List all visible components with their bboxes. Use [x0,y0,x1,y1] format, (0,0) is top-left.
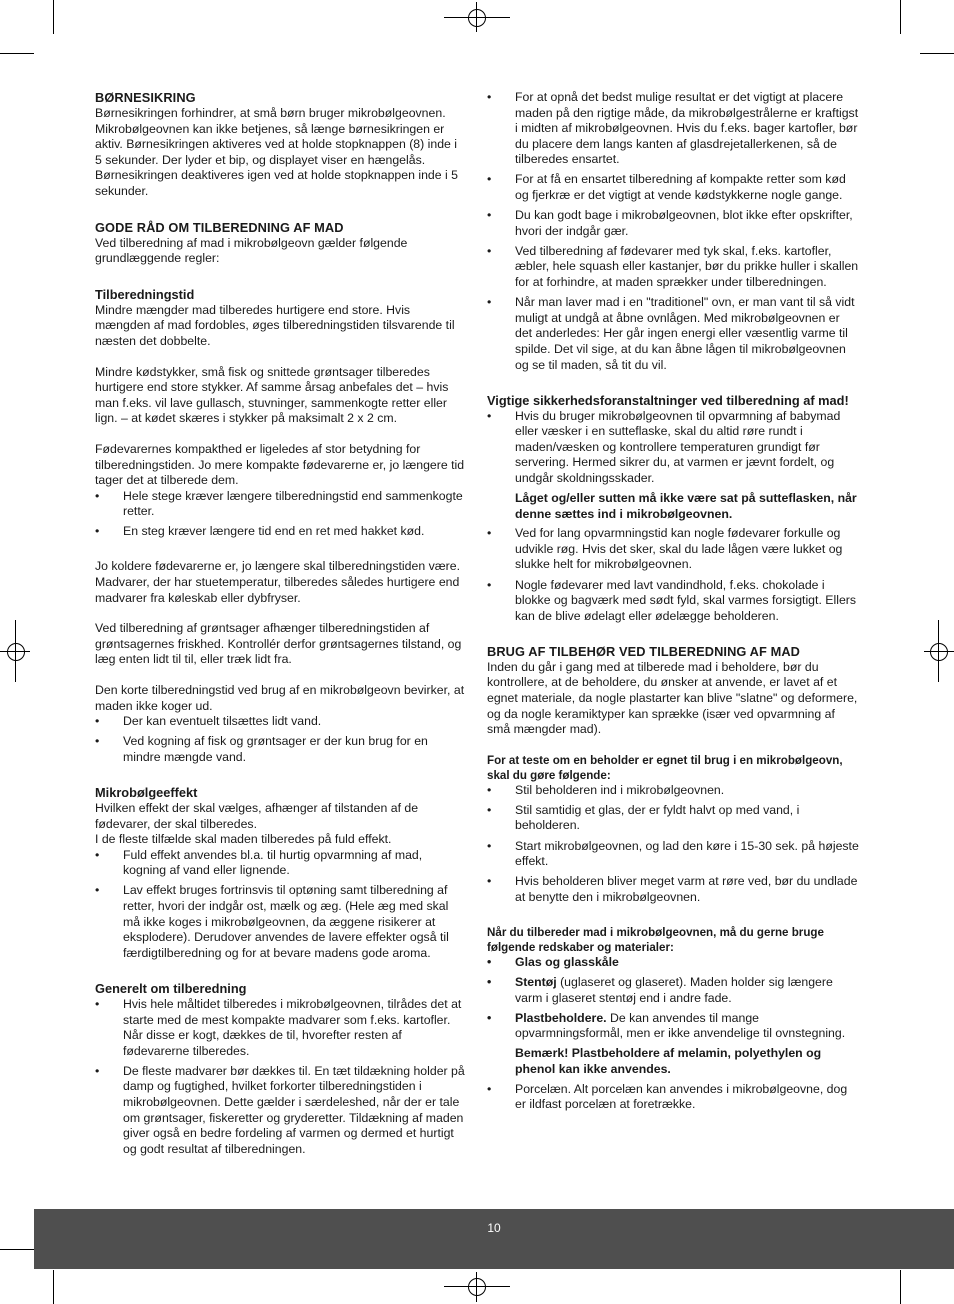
list-item: • En steg kræver længere tid end en ret med hakket kød. [95,524,425,539]
bullet-list [487,526,859,624]
bullet-list [95,714,467,765]
list-item: • Start mikrobølgeovnen, og lad den køre i 15-30 sek. på højeste effekt. [487,838,859,869]
paragraph: Fødevarernes kompakthed er ligeledes af stor betydning for tilberedningstiden. Jo mere kompakte fødevarerne er, jo længere tid tager det at tilberede dem. [95,441,465,488]
bullet-list [487,90,859,373]
bullet-list [487,783,859,906]
list-item: • Hvis hele måltidet tilberedes i mikrobølgeovnen, tilrådes det at starte med de mest kompakte madvarer som f.eks. kartofler. Når disse er kogt, dækkes de til, hvorefter resten af fødevarerne tilberedes. [95,996,462,1058]
bullet-list [487,1082,859,1113]
footer-bar [34,1209,954,1269]
section-title-gode-rad: GODE RÅD OM TILBEREDNING AF MAD [95,219,344,235]
paragraph: Mindre mængder mad tilberedes hurtigere end store. Hvis mængden af mad fordobles, øges tilberedningstiden tilsvarende til næsten det dobbelte. [95,302,455,348]
list-item: • Lav effekt bruges fortrinsvis til optøning samt tilberedning af retter, hvori der indgår ost, mælk og æg. (Hele æg med skal må ikke koges i mikrobølgeovnen, da æggene risikerer at eksplodere). Derudover anvendes de lavere effekter også til færdigtilberedning og for at bevare madens gode aroma. [95,883,449,960]
list-item: • For at få en ensartet tilberedning af kompakte retter som kød og fjerkræ er det vigtigt at vende kødstykkerne nogle gange. [487,172,846,203]
list-item: • Ved tilberedning af fødevarer med tyk skal, f.eks. kartofler, æbler, hele squash eller kastanjer, bør du prikke huller i skallen for at forhindre, at maden sprækker under tilberedningen. [487,243,859,290]
list-item: • Hvis beholderen bliver meget varm at røre ved, bør du undlade at benytte den i mikrobølgeovnen. [487,874,858,904]
crop-mark [53,1270,54,1304]
paragraph: Inden du går i gang med at tilberede mad i beholdere, bør du kontrollere, at de beholdere, du ønsker at anvende, er lavet af et egnet materiale, da nogle plastarter kan blive "slatne" og deformere, og da nogle keramiktyper kan sprække (især ved opvarmning af små mængder mad). [487,659,858,737]
subheading-test: For at teste om en beholder er egnet til brug i en mikrobølgeovn, skal du gøre følgende: [487,753,843,782]
list-item: • Stentøj (uglaseret og glaseret). Maden holder sig længere varm i glaseret stentøj end i andre fade. [487,975,833,1005]
bold-note: Låget og/eller sutten må ikke være sat på sutteflasken, når denne sættes ind i mikrobølgeovnen. [515,491,857,521]
registration-circle [7,643,25,661]
page-number: 10 [487,1221,501,1235]
list-item: • Nogle fødevarer med lavt vandindhold, f.eks. chokolade i blokke og bagværk med sødt fyld, skal varmes forsigtigt. Ellers kan de blive ødelagt eller ødelægge beholderen. [487,577,857,623]
list-item: • Stil beholderen ind i mikrobølgeovnen. [487,782,725,797]
list-item: • Der kan eventuelt tilsættes lidt vand. [95,714,322,729]
bullet-list [95,997,467,1157]
bullet-list [95,489,467,540]
registration-circle [468,9,486,27]
subsection-title-mikrobolgeeffekt: Mikrobølgeeffekt [95,785,198,800]
section-title-tilbehor: BRUG AF TILBEHØR VED TILBEREDNING AF MAD [487,643,801,659]
crop-mark [920,53,954,54]
bold-note: Bemærk! Plastbeholdere af melamin, polyethylen og phenol kan ikke anvendes. [515,1046,822,1076]
list-item: • Porcelæn. Alt porcelæn kan anvendes i mikrobølgeovne, dog er ildfast porcelæn at foretrække. [487,1081,848,1112]
paragraph: Jo koldere fødevarerne er, jo længere skal tilberedningstiden være. Madvarer, der har stuetemperatur, tilberedes således hurtigere end madvarer fra køleskab eller dybfryser. [95,559,461,605]
crop-mark [0,53,34,54]
right-column [487,90,859,1117]
list-item: • Når man laver mad i en "traditionel" ovn, er man vant til så vidt muligt at undgå at åbne ovnlågen. Med mikrobølgeovnen er det anderledes: Her går ingen energi eller væsentlig varme til spilde. Det vil sige, at du kan åbne lågen til mikrobølgeovnen og se til maden, så tit du vil. [487,295,855,372]
paragraph: Den korte tilberedningstid ved brug af en mikrobølgeovn bevirker, at maden ikke koger ud. [95,683,465,713]
crop-mark [0,1249,34,1250]
paragraph: Hvilken effekt der skal vælges, afhænger af tilstanden af de fødevarer, der skal tilberedes. [95,801,419,831]
list-item: • De fleste madvarer bør dækkes til. En tæt tildækning holder på damp og fugtighed, hvilket forkorter tilberedningstiden i mikrobølgeovnen. Dette gælder i særdeleshed, når der er tale om grøntsager, fiskeretter og gryderetter. Tildækning af maden giver også en bedre fordeling af varmen og dermed et hurtigt og godt resultat af tilberedningen. [95,1063,465,1156]
list-item: • Fuld effekt anvendes bl.a. til hurtig opvarmning af mad, kogning af vand eller lignende. [95,847,423,878]
subsection-title-tilberedningstid: Tilberedningstid [95,286,195,302]
list-item: • Du kan godt bage i mikrobølgeovnen, blot ikke efter opskrifter, hvori der indgår gær. [487,208,853,238]
paragraph: Ved tilberedning af mad i mikrobølgeovn gælder følgende grundlæggende regler: [95,235,408,266]
list-item: • Glas og glasskåle [487,954,619,969]
paragraph: I de fleste tilfælde skal maden tilberedes på fuld effekt. [95,832,392,847]
list-item: • Hele stege kræver længere tilberedningstid end sammenkogte retter. [95,488,463,519]
list-item: • For at opnå det bedst mulige resultat er det vigtigt at placere maden på den rigtige måde, da mikrobølgestrålerne er kraftigst i midten af mikrobølgeovnen. Hvis du f.eks. bager kartofler, bør du placere dem langs kanten af glasdrejetallerkenen, så de tilberedes ensartet. [487,90,859,167]
subheading-materialer: Når du tilbereder mad i mikrobølgeovnen, må du gerne bruge følgende redskaber og materialer: [487,925,824,954]
subsection-title-generelt: Generelt om tilberedning [95,980,247,996]
registration-circle [930,643,948,661]
subsection-title-sikkerhed: Vigtige sikkerhedsforanstaltninger ved tilberedning af mad! [487,392,849,408]
bullet-list [487,409,859,487]
list-item: • Ved kogning af fisk og grøntsager er der kun brug for en mindre mængde vand. [95,734,428,764]
list-item: • Stil samtidig et glas, der er fyldt halvt op med vand, i beholderen. [487,802,800,833]
registration-circle [468,1278,486,1296]
section-title-bornesikring: BØRNESIKRING [95,90,196,105]
crop-mark [53,0,54,34]
list-item: • Hvis du bruger mikrobølgeovnen til opvarmning af babymad eller væsker i en sutteflaske, skal du altid røre rundt i maden/væsken og kontrollere temperaturen grundigt før servering. Hermed sikrer du, at varmen er jævnt fordelt, og undgår skoldningsskader. [487,408,841,485]
crop-mark [900,1270,901,1304]
left-column [95,90,467,1162]
paragraph: Mindre kødstykker, små fisk og snittede grøntsager tilberedes hurtigere end store stykker. Af samme årsag anbefales det – hvis man f.eks. vil lave gullasch, stuvninger, sammenkogte retter eller lign. – at kødet skæres i stykker på maksimalt 2 x 2 cm. [95,364,449,426]
bullet-list [95,848,467,962]
bullet-list [487,955,859,1042]
paragraph: Ved tilberedning af grøntsager afhænger tilberedningstiden af grøntsagernes friskhed. Kontrollér derfor grøntsagernes tilstand, og læg enten lidt til til, eller træk lidt fra. [95,621,462,667]
list-item: • Ved for lang opvarmningstid kan nogle fødevarer forkulle og udvikle røg. Hvis det sker, skal du lade lågen være lukket og slukke helt for mikrobølgeovnen. [487,526,843,572]
crop-mark [900,0,901,34]
list-item: • Plastbeholdere. De kan anvendes til mange opvarmningsformål, men er ikke anvendelige til ovnstegning. [487,1010,846,1041]
paragraph: Børnesikringen forhindrer, at små børn bruger mikrobølgeovnen. Mikrobølgeovnen kan ikke betjenes, så længe børnesikringen er aktiv. Børnesikringen aktiveres ved at holde stopknappen (8) inde i 5 sekunder. Der lyder et bip, og displayet viser en hængelås. Børnesikringen deaktiveres igen ved at holde stopknappen inde i 5 sekunder. [95,106,458,198]
